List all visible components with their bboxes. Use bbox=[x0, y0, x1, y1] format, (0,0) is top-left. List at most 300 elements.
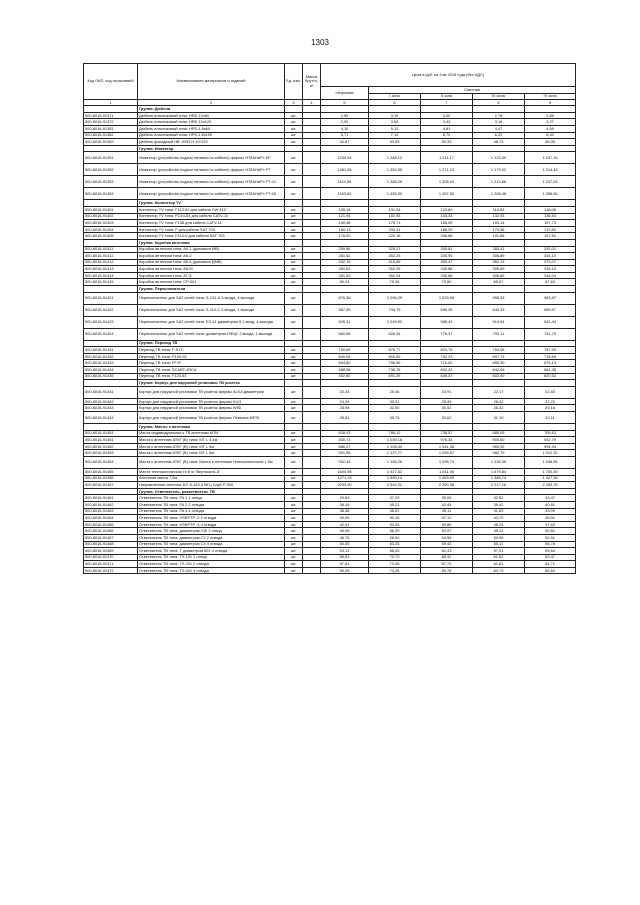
price-zone-4: 1 730,30 bbox=[525, 468, 576, 475]
empty-cell bbox=[421, 286, 473, 293]
price-zone-3: 659,30 bbox=[473, 360, 525, 367]
item-code: 500-8016-91381 bbox=[84, 125, 138, 132]
group-empty-cell bbox=[84, 200, 138, 207]
item-code: 500-8016-91464 bbox=[84, 515, 138, 522]
price-zone-1: 48,02 bbox=[369, 508, 421, 515]
item-code: 500-8016-91471 bbox=[84, 561, 138, 568]
empty-cell bbox=[303, 200, 321, 207]
price-release: 1030,54 bbox=[321, 152, 369, 164]
price-zone-3: 22,17 bbox=[473, 386, 525, 398]
group-title: Группа: Дюбели bbox=[138, 106, 285, 113]
group-empty-cell bbox=[84, 424, 138, 431]
index-cell: 4 bbox=[303, 100, 321, 106]
price-zone-3: 306,89 bbox=[473, 272, 525, 279]
empty-cell bbox=[303, 488, 321, 495]
table-row bbox=[84, 437, 576, 444]
item-code: 500-8016-91412 bbox=[84, 253, 138, 260]
item-mass bbox=[303, 508, 321, 515]
item-code: 500-8016-91465 bbox=[84, 521, 138, 528]
price-zone-2: 776,37 bbox=[421, 328, 473, 340]
price-release: 40,09 bbox=[321, 515, 369, 522]
item-mass bbox=[303, 567, 321, 574]
price-zone-4: 52,51 bbox=[525, 534, 576, 541]
item-mass bbox=[303, 213, 321, 220]
empty-cell bbox=[303, 340, 321, 347]
index-cell: 5 bbox=[321, 100, 369, 106]
item-unit: шт. bbox=[285, 246, 303, 253]
price-zone-2: 69,76 bbox=[421, 567, 473, 574]
price-release: 876,36 bbox=[321, 292, 369, 304]
group-empty-cell bbox=[84, 145, 138, 152]
item-code: 500-8016-91415 bbox=[84, 279, 138, 286]
item-unit: шт. bbox=[285, 220, 303, 227]
price-zone-4: 179,82 bbox=[525, 226, 576, 233]
item-code: 500-8016-91455 bbox=[84, 468, 138, 475]
header-estimate: Сметная bbox=[369, 87, 576, 94]
table-row bbox=[84, 360, 576, 367]
group-row bbox=[84, 106, 576, 113]
item-code: 500-8016-91393 bbox=[84, 176, 138, 188]
item-unit: шт. bbox=[285, 386, 303, 398]
price-zone-3: 49,12 bbox=[473, 528, 525, 535]
price-zone-4: 157,73 bbox=[525, 220, 576, 227]
price-zone-3: 685,05 bbox=[473, 430, 525, 437]
price-zone-1: 7,14 bbox=[369, 132, 421, 139]
item-mass bbox=[303, 515, 321, 522]
price-zone-3: 46,73 bbox=[473, 139, 525, 146]
empty-cell bbox=[369, 145, 421, 152]
item-name: Переход TB типа: FF-R bbox=[138, 360, 285, 367]
item-mass bbox=[303, 206, 321, 213]
empty-cell bbox=[525, 424, 576, 431]
item-unit: шт. bbox=[285, 266, 303, 273]
item-unit: шт. bbox=[285, 521, 303, 528]
empty-cell bbox=[321, 200, 369, 207]
empty-cell bbox=[525, 239, 576, 246]
price-zone-1: 70,70 bbox=[369, 554, 421, 561]
table-row bbox=[84, 501, 576, 508]
empty-cell bbox=[473, 488, 525, 495]
item-code: 500-8016-91441 bbox=[84, 386, 138, 398]
item-mass bbox=[303, 412, 321, 424]
item-name: Переключатель для SAT сетей типа: диаметром ISEqC 2-входа, 1-выхода bbox=[138, 328, 285, 340]
price-zone-4: 63,47 bbox=[525, 554, 576, 561]
price-zone-2: 206,86 bbox=[421, 233, 473, 240]
item-unit: шт. bbox=[285, 475, 303, 482]
price-release: 932,33 bbox=[321, 456, 369, 468]
price-release: 5,71 bbox=[321, 132, 369, 139]
price-zone-4: 29,16 bbox=[525, 405, 576, 412]
item-name: Ответвитель ТВ типа: FA 4 4 отвода bbox=[138, 508, 285, 515]
item-name: Дюбель пластиковый типа: HRD 10x80 bbox=[138, 112, 285, 119]
table-row bbox=[84, 316, 576, 328]
price-zone-1: 876,77 bbox=[369, 347, 421, 354]
group-empty-cell bbox=[84, 286, 138, 293]
price-zone-2: 692,22 bbox=[421, 367, 473, 374]
item-mass bbox=[303, 272, 321, 279]
item-unit: шт. bbox=[285, 515, 303, 522]
price-release: 660,58 bbox=[321, 328, 369, 340]
item-mass bbox=[303, 367, 321, 374]
item-mass bbox=[303, 132, 321, 139]
price-release: 2,92 bbox=[321, 119, 369, 126]
item-code: 500-8016-91414 bbox=[84, 272, 138, 279]
group-empty-cell bbox=[84, 340, 138, 347]
item-name: Ответвитель ТВ типа: FA 1 1 отвод bbox=[138, 495, 285, 502]
item-code: 500-8016-91391 bbox=[84, 152, 138, 164]
price-zone-1: 220,16 bbox=[369, 233, 421, 240]
item-unit: шт. bbox=[285, 347, 303, 354]
table-row bbox=[84, 450, 576, 457]
item-name: Ответвитель ТВ типа: диаметром С2 2 отвода bbox=[138, 534, 285, 541]
item-unit: шт. bbox=[285, 259, 303, 266]
price-zone-1: 1 108,43 bbox=[369, 443, 421, 450]
page-number: 1303 bbox=[311, 38, 329, 47]
item-name: Коннектор TV типа: F для кабеля SAT 703 bbox=[138, 226, 285, 233]
price-zone-3: 4,47 bbox=[473, 125, 525, 132]
price-zone-1: 2 544,22 bbox=[369, 482, 421, 489]
item-code: 500-8016-91423 bbox=[84, 316, 138, 328]
price-zone-1: 786,12 bbox=[369, 430, 421, 437]
price-zone-3: 1 679,84 bbox=[473, 468, 525, 475]
table-row bbox=[84, 541, 576, 548]
price-zone-2: 976,34 bbox=[421, 437, 473, 444]
item-code: 500-8016-91434 bbox=[84, 367, 138, 374]
price-zone-1: 30,31 bbox=[369, 398, 421, 405]
group-row bbox=[84, 424, 576, 431]
empty-cell bbox=[369, 424, 421, 431]
price-zone-2: 738,57 bbox=[421, 430, 473, 437]
empty-cell bbox=[285, 340, 303, 347]
table-row bbox=[84, 353, 576, 360]
price-zone-2: 3,00 bbox=[421, 112, 473, 119]
item-unit: шт. bbox=[285, 226, 303, 233]
price-zone-4: 292,01 bbox=[525, 246, 576, 253]
header-zone-3: III зона bbox=[473, 93, 525, 100]
group-title: Группа: Корпус для наружной установки ТВ розеток bbox=[138, 380, 285, 387]
item-unit: шт. bbox=[285, 508, 303, 515]
price-zone-3: 1 268,48 bbox=[473, 188, 525, 200]
price-zone-4: 316,10 bbox=[525, 253, 576, 260]
item-mass bbox=[303, 253, 321, 260]
item-code: 500-8016-91472 bbox=[84, 567, 138, 574]
price-zone-4: 56,78 bbox=[525, 541, 576, 548]
table-row bbox=[84, 246, 576, 253]
price-zone-4: 43,09 bbox=[525, 508, 576, 515]
item-unit: шт. bbox=[285, 373, 303, 380]
item-code: 500-8016-91401 bbox=[84, 206, 138, 213]
table-row bbox=[84, 176, 576, 188]
item-code: 500-8016-91451 bbox=[84, 430, 138, 437]
price-zone-2: 3,43 bbox=[421, 119, 473, 126]
table-row bbox=[84, 139, 576, 146]
item-name: Переход TB типа: SCART-4RCA bbox=[138, 367, 285, 374]
price-release: 1110,58 bbox=[321, 176, 369, 188]
item-unit: шт. bbox=[285, 412, 303, 424]
table-row bbox=[84, 554, 576, 561]
empty-cell bbox=[473, 200, 525, 207]
price-zone-2: 690,35 bbox=[421, 304, 473, 316]
group-empty-cell bbox=[84, 488, 138, 495]
item-code: 500-8016-91394 bbox=[84, 188, 138, 200]
table-row bbox=[84, 233, 576, 240]
price-release: 628,43 bbox=[321, 430, 369, 437]
item-code: 500-8016-91382 bbox=[84, 132, 138, 139]
price-zone-2: 42,49 bbox=[421, 501, 473, 508]
group-row bbox=[84, 145, 576, 152]
price-release: 42,41 bbox=[321, 521, 369, 528]
price-zone-2: 28,49 bbox=[421, 398, 473, 405]
price-zone-4: 45,01 bbox=[525, 515, 576, 522]
price-zone-4: 48,05 bbox=[525, 139, 576, 146]
price-zone-4: 1 427,36 bbox=[525, 475, 576, 482]
group-row bbox=[84, 340, 576, 347]
price-release: 20,34 bbox=[321, 386, 369, 398]
price-release: 57,61 bbox=[321, 561, 369, 568]
price-zone-2: 823,75 bbox=[421, 347, 473, 354]
price-release: 160,13 bbox=[321, 226, 369, 233]
price-zone-3: 1 123,40 bbox=[473, 152, 525, 164]
table-row bbox=[84, 152, 576, 164]
price-zone-2: 2 390,38 bbox=[421, 482, 473, 489]
price-zone-4: 40,51 bbox=[525, 501, 576, 508]
price-zone-3: 642,06 bbox=[473, 367, 525, 374]
group-empty-cell bbox=[84, 106, 138, 113]
group-row bbox=[84, 200, 576, 207]
price-release: 700,89 bbox=[321, 347, 369, 354]
empty-cell bbox=[473, 340, 525, 347]
price-zone-3: 55,11 bbox=[473, 541, 525, 548]
item-unit: шт. bbox=[285, 188, 303, 200]
price-zone-1: 352,04 bbox=[369, 272, 421, 279]
item-name: Ответвитель ТВ типа: диаметром С4 4 отвода bbox=[138, 541, 285, 548]
item-name: Коробка антенная типа: АК-2 bbox=[138, 253, 285, 260]
price-release: 830,73 bbox=[321, 437, 369, 444]
price-zone-1: 1 927,62 bbox=[369, 468, 421, 475]
price-release: 121,94 bbox=[321, 213, 369, 220]
item-code: 500-8016-91467 bbox=[84, 534, 138, 541]
price-release: 38,38 bbox=[321, 508, 369, 515]
item-code: 500-8016-91444 bbox=[84, 412, 138, 424]
empty-cell bbox=[303, 286, 321, 293]
price-zone-3: 905,60 bbox=[473, 437, 525, 444]
table-row bbox=[84, 292, 576, 304]
item-code: 500-8016-91457 bbox=[84, 482, 138, 489]
item-name: Коннектор TV типа: FC44-54 для кабеля CATV-11 bbox=[138, 213, 285, 220]
empty-cell bbox=[303, 145, 321, 152]
item-unit: шт. bbox=[285, 152, 303, 164]
price-zone-1: 826,34 bbox=[369, 328, 421, 340]
price-zone-4: 33,47 bbox=[525, 495, 576, 502]
price-zone-3: 2,78 bbox=[473, 112, 525, 119]
item-mass bbox=[303, 316, 321, 328]
price-release: 29,83 bbox=[321, 495, 369, 502]
item-code: 500-8016-91451 bbox=[84, 437, 138, 444]
item-name: Корпус для наружной установки ТВ розеток фирмы KUG bbox=[138, 398, 285, 405]
price-release: 176,00 bbox=[321, 233, 369, 240]
price-zone-2: 390,47 bbox=[421, 259, 473, 266]
price-zone-4: 787,00 bbox=[525, 347, 576, 354]
price-zone-4: 197,62 bbox=[525, 233, 576, 240]
price-zone-1: 66,45 bbox=[369, 548, 421, 555]
group-row bbox=[84, 286, 576, 293]
item-code: 500-8016-91372 bbox=[84, 119, 138, 126]
item-mass bbox=[303, 353, 321, 360]
table-row bbox=[84, 220, 576, 227]
item-name: Коробка антенная типа: СР-001 bbox=[138, 279, 285, 286]
item-unit: шт. bbox=[285, 304, 303, 316]
item-name: Мачта к антеннам АТКГ (В) типа: МТ L 6м bbox=[138, 450, 285, 457]
price-release: 53,13 bbox=[321, 548, 369, 555]
item-name: Переключатель для SAT сетей типа: S-110-С 2-входа, 1-выхода bbox=[138, 304, 285, 316]
empty-cell bbox=[525, 286, 576, 293]
item-name: Дюбель фасадный НВ: HDR-H 10*120 bbox=[138, 139, 285, 146]
item-name: Коробка антенная типа: АК-М bbox=[138, 266, 285, 273]
item-name: Мачта к антеннам АТКГ (В) типа: МТ L 4,4м bbox=[138, 437, 285, 444]
empty-cell bbox=[525, 340, 576, 347]
item-mass bbox=[303, 119, 321, 126]
price-zone-1: 1 388,25 bbox=[369, 176, 421, 188]
price-zone-1: 1 352,95 bbox=[369, 164, 421, 176]
price-zone-2: 330,90 bbox=[421, 253, 473, 260]
item-mass bbox=[303, 495, 321, 502]
item-code: 500-8016-91383 bbox=[84, 139, 138, 146]
price-zone-2: 710,82 bbox=[421, 360, 473, 367]
item-mass bbox=[303, 152, 321, 164]
header-release: отпускная bbox=[321, 87, 369, 100]
price-zone-4: 47,63 bbox=[525, 521, 576, 528]
price-table bbox=[83, 63, 576, 574]
price-zone-2: 1 493,99 bbox=[421, 475, 473, 482]
item-mass bbox=[303, 259, 321, 266]
price-zone-4: 1 012,32 bbox=[525, 450, 576, 457]
item-mass bbox=[303, 125, 321, 132]
price-zone-2: 143,33 bbox=[421, 213, 473, 220]
table-row bbox=[84, 304, 576, 316]
item-code: 500-8016-91454 bbox=[84, 456, 138, 468]
item-name: Инжектор (устройство подачи питания по кабелю) фирмы «ПЛАНАР» FT bbox=[138, 164, 285, 176]
empty-cell bbox=[321, 488, 369, 495]
empty-cell bbox=[525, 380, 576, 387]
item-mass bbox=[303, 233, 321, 240]
item-name: Направленная антенна 307,5-343,5 МГц 12дБ Р 500 bbox=[138, 482, 285, 489]
price-release: 1540,98 bbox=[321, 468, 369, 475]
empty-cell bbox=[421, 380, 473, 387]
table-row bbox=[84, 279, 576, 286]
empty-cell bbox=[421, 200, 473, 207]
price-zone-2: 752,23 bbox=[421, 353, 473, 360]
empty-cell bbox=[285, 200, 303, 207]
item-mass bbox=[303, 430, 321, 437]
item-name: Мачта индивидуальная к ТВ антеннам МТИ bbox=[138, 430, 285, 437]
item-name: Переключатель для SAT сетей типа: S-131-А 3-входа, 4-выхода bbox=[138, 292, 285, 304]
price-zone-3: 764,06 bbox=[473, 347, 525, 354]
price-zone-2: 1 029,98 bbox=[421, 292, 473, 304]
price-zone-2: 165,09 bbox=[421, 220, 473, 227]
header-name: Наименование материалов и изделий bbox=[138, 64, 285, 100]
price-zone-4: 64,71 bbox=[525, 561, 576, 568]
price-zone-2: 330,88 bbox=[421, 272, 473, 279]
empty-cell bbox=[303, 380, 321, 387]
empty-cell bbox=[421, 488, 473, 495]
price-zone-1: 200,31 bbox=[369, 226, 421, 233]
item-unit: шт. bbox=[285, 292, 303, 304]
item-mass bbox=[303, 468, 321, 475]
item-code: 500-8016-91421 bbox=[84, 292, 138, 304]
table-row bbox=[84, 515, 576, 522]
item-name: Коннектор TV типа: F113-51 для кабеля CW 41C bbox=[138, 206, 285, 213]
price-zone-3: 1 016,35 bbox=[473, 456, 525, 468]
table-row bbox=[84, 482, 576, 489]
header-zone-2: II зона bbox=[421, 93, 473, 100]
price-zone-4: 1 306,56 bbox=[525, 188, 576, 200]
price-zone-4: 620,52 bbox=[525, 373, 576, 380]
price-release: 36,18 bbox=[321, 501, 369, 508]
price-zone-3: 955,33 bbox=[473, 292, 525, 304]
item-mass bbox=[303, 541, 321, 548]
price-release: 281,52 bbox=[321, 253, 369, 260]
item-mass bbox=[303, 188, 321, 200]
price-zone-3: 306,89 bbox=[473, 253, 525, 260]
price-zone-1: 74,26 bbox=[369, 567, 421, 574]
item-unit: шт. bbox=[285, 541, 303, 548]
price-zone-3: 3,18 bbox=[473, 119, 525, 126]
price-release: 886,07 bbox=[321, 443, 369, 450]
index-cell: 6 bbox=[369, 100, 421, 106]
price-zone-2: 23,91 bbox=[421, 386, 473, 398]
price-zone-4: 59,64 bbox=[525, 548, 576, 555]
index-cell: 7 bbox=[421, 100, 473, 106]
price-zone-3: 39,42 bbox=[473, 501, 525, 508]
price-release: 105,16 bbox=[321, 206, 369, 213]
price-release: 24,24 bbox=[321, 398, 369, 405]
item-name: Мачта телескопическая Н=5 м "Вертикаль-5" bbox=[138, 468, 285, 475]
price-zone-4: 4,59 bbox=[525, 125, 576, 132]
item-name: Корпус для наружной установки ТВ розеток фирмы Пемекса БФТК bbox=[138, 412, 285, 424]
item-name: Ответвитель ТВ типа: FA 2 2 отвода bbox=[138, 501, 285, 508]
index-cell: 9 bbox=[525, 100, 576, 106]
price-zone-1: 32,50 bbox=[369, 405, 421, 412]
item-code: 500-8016-91462 bbox=[84, 501, 138, 508]
table-row bbox=[84, 412, 576, 424]
item-name: Переход TB типа: P109-52 bbox=[138, 353, 285, 360]
item-mass bbox=[303, 561, 321, 568]
empty-cell bbox=[369, 106, 421, 113]
header-zone-4: IV зона bbox=[525, 93, 576, 100]
item-mass bbox=[303, 475, 321, 482]
price-zone-3: 41,83 bbox=[473, 508, 525, 515]
table-row bbox=[84, 495, 576, 502]
price-zone-1: 75,36 bbox=[369, 279, 421, 286]
price-zone-3: 57,91 bbox=[473, 548, 525, 555]
empty-cell bbox=[473, 145, 525, 152]
item-unit: шт. bbox=[285, 272, 303, 279]
price-zone-4: 316,10 bbox=[525, 266, 576, 273]
price-zone-4: 316,04 bbox=[525, 272, 576, 279]
item-code: 500-8016-91469 bbox=[84, 548, 138, 555]
price-zone-3: 982,79 bbox=[473, 450, 525, 457]
price-zone-1: 25,46 bbox=[369, 386, 421, 398]
price-zone-4: 1 046,88 bbox=[525, 456, 576, 468]
price-zone-1: 1 049,90 bbox=[369, 316, 421, 328]
item-mass bbox=[303, 398, 321, 405]
price-release: 281,52 bbox=[321, 272, 369, 279]
price-zone-3: 362,13 bbox=[473, 259, 525, 266]
item-unit: шт. bbox=[285, 164, 303, 176]
group-title: Группа: Коннектор TV bbox=[138, 200, 285, 207]
price-zone-3: 50,96 bbox=[473, 534, 525, 541]
price-zone-2: 986,42 bbox=[421, 316, 473, 328]
